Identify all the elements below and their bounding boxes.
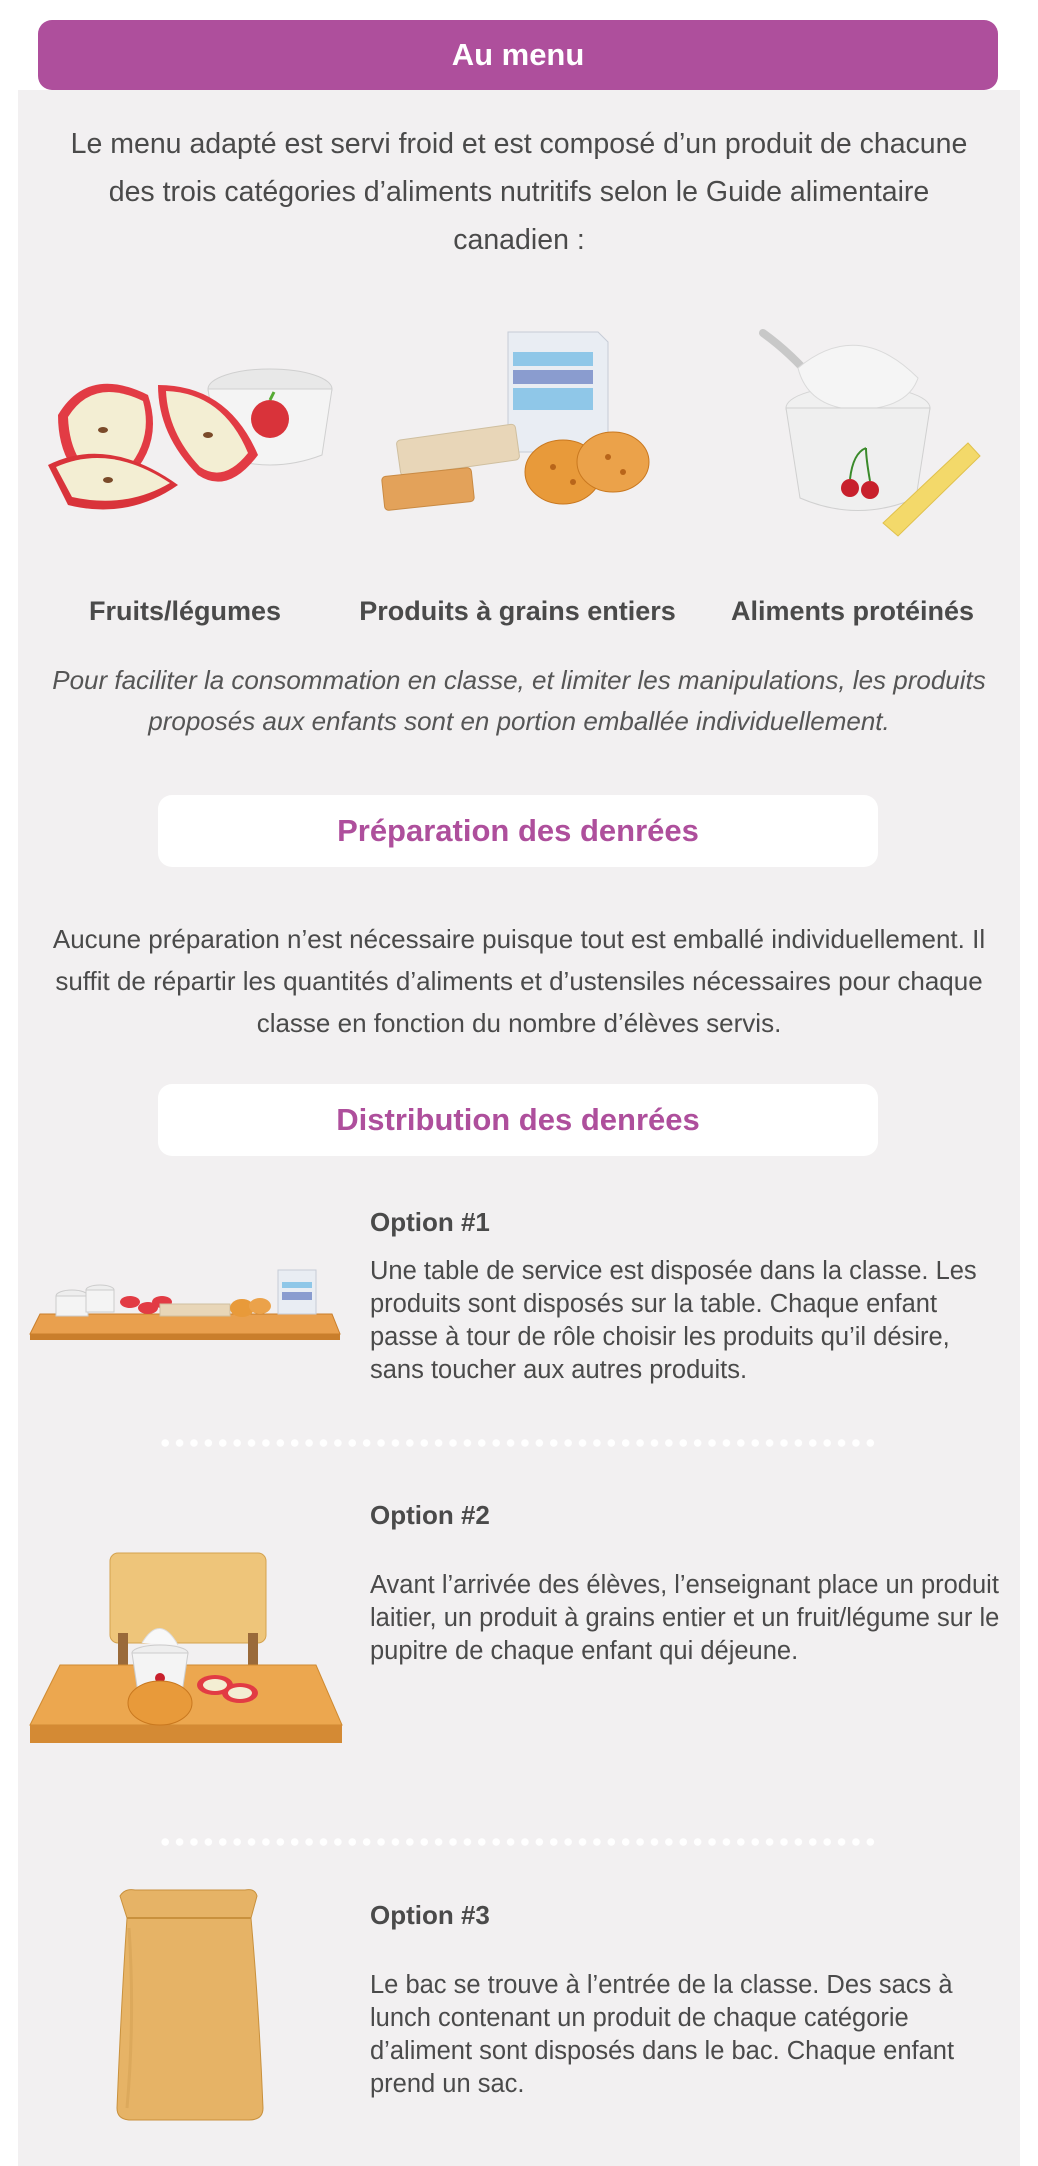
- distribution-title: Distribution des denrées: [158, 1084, 878, 1156]
- option-3-title: Option #3: [370, 1900, 490, 1930]
- option-1-text: Une table de service est disposée dans la classe. Les produits sont disposés sur la table. Chaque enfant passe à tour de rôle choisir les produits qu’il désire, sans toucher aux autres produits.: [370, 1257, 977, 1384]
- grain-bars-cookies-icon: [378, 322, 668, 522]
- intro-text: Le menu adapté est servi froid et est composé d’un produit de chacune des trois catégories d’aliments nutritifs selon le Guide alimentaire canadien :: [70, 128, 968, 256]
- separator-1: [158, 1439, 878, 1447]
- serving-table-icon: [30, 1268, 342, 1348]
- category-label-proteins: Aliments protéinés: [730, 596, 975, 626]
- school-desk-icon: [30, 1553, 342, 1749]
- category-label-fruits: Fruits/légumes: [88, 596, 282, 626]
- menu-header: Au menu: [38, 20, 998, 90]
- preparation-title: Préparation des denrées: [158, 795, 878, 867]
- packaging-note: Pour faciliter la consommation en classe, et limiter les manipulations, les produits proposés aux enfants sont en portion emballée individuellement.: [52, 665, 986, 736]
- category-label-grains: Produits à grains entiers: [359, 596, 676, 626]
- paper-bag-icon: [115, 1888, 265, 2123]
- option-2-text: Avant l’arrivée des élèves, l’enseignant place un produit laitier, un produit à grains entier et un fruit/légume sur le pupitre de chaque enfant qui déjeune.: [370, 1571, 1000, 1665]
- apple-yogurt-icon: [48, 345, 328, 515]
- yogurt-cheese-icon: [758, 328, 988, 543]
- preparation-text: Aucune préparation n’est nécessaire puisque tout est emballé individuellement. Il suffit de répartir les quantités d’aliments et d’ustensiles nécessaires pour chaque classe en fonction du nombre d’élèves servis.: [52, 924, 986, 1038]
- option-3-text: Le bac se trouve à l’entrée de la classe. Des sacs à lunch contenant un produit de chaque catégorie d’aliment sont disposés dans le bac. Chaque enfant prend un sac.: [370, 1971, 955, 2098]
- option-2-title: Option #2: [370, 1500, 490, 1530]
- option-1-title: Option #1: [370, 1207, 490, 1237]
- separator-2: [158, 1838, 878, 1846]
